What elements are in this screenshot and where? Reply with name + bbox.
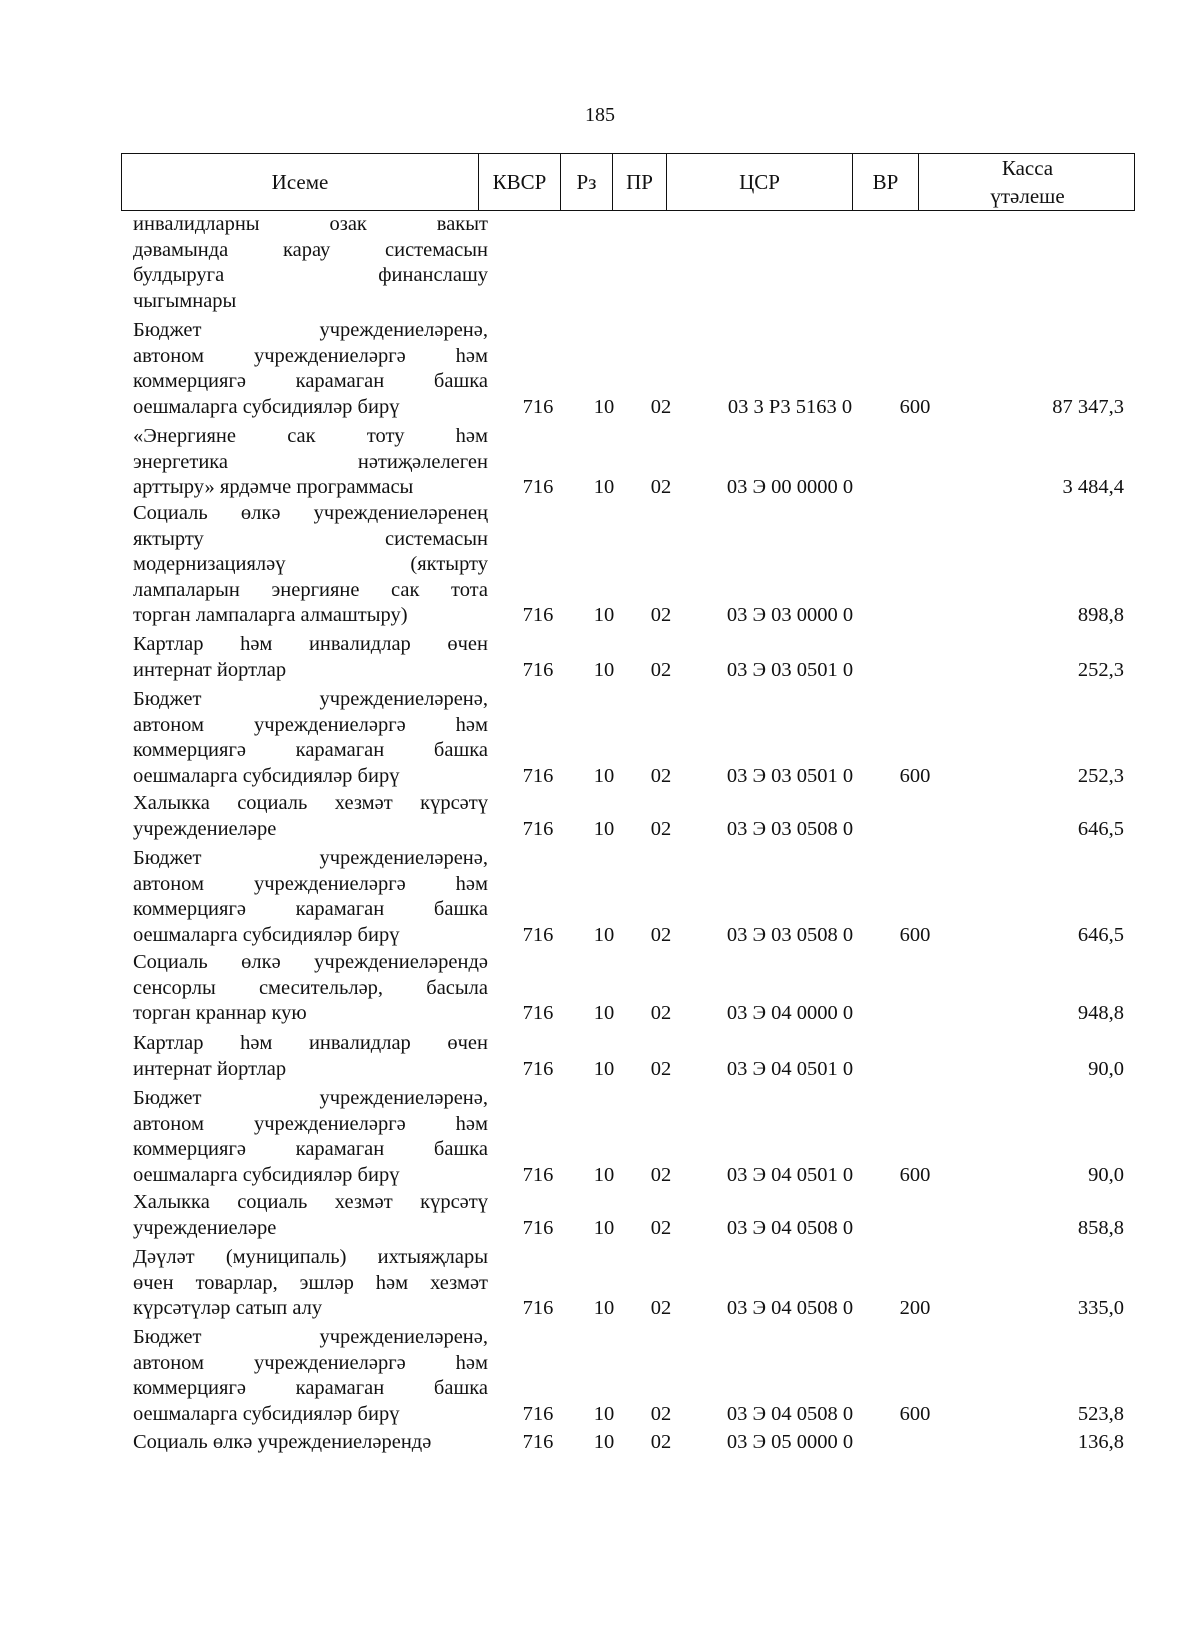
- name-line: торган краннар кую: [133, 1002, 307, 1024]
- rz-cell: 10: [593, 764, 615, 787]
- pr-cell: 02: [650, 764, 672, 787]
- name-cell: [133, 212, 488, 314]
- name-line: оешмаларга субсидияләр бирү: [133, 764, 400, 787]
- rz-cell: 10: [593, 1002, 615, 1024]
- pr-cell: 02: [650, 1057, 672, 1080]
- name-line: автоном учреждениеләргә һәм: [133, 1351, 488, 1374]
- csr-cell: 03 Э 04 0508 0: [726, 1297, 854, 1319]
- vr-cell: 600: [899, 923, 931, 946]
- csr-cell: 03 Э 03 0501 0: [726, 658, 854, 681]
- name-line: коммерциягә карамаган башка: [133, 1377, 488, 1399]
- csr-cell: 03 Э 04 0000 0: [726, 1002, 854, 1024]
- vr-cell: 600: [899, 764, 931, 787]
- kassa-cell: 252,3: [1077, 658, 1124, 681]
- csr-cell: 03 Э 03 0508 0: [726, 923, 854, 946]
- name-cell: [133, 424, 488, 501]
- pr-cell: 02: [650, 476, 672, 498]
- name-line: интернат йортлар: [133, 1057, 287, 1080]
- header-name: Исеме: [122, 154, 479, 210]
- rz-cell: 10: [593, 1163, 615, 1186]
- pr-cell: 02: [650, 658, 672, 681]
- kassa-cell: 523,8: [1077, 1402, 1124, 1425]
- name-line: энергетика нәтиҗәлелеген: [133, 450, 488, 473]
- page-number: 185: [585, 104, 615, 126]
- kvsr-cell: 716: [522, 1057, 554, 1080]
- name-line: Халыкка социаль хезмәт күрсәтү: [133, 1191, 488, 1213]
- kvsr-cell: 716: [522, 923, 554, 946]
- name-cell: [133, 1190, 488, 1241]
- kvsr-cell: 716: [522, 1402, 554, 1425]
- name-line: оешмаларга субсидияләр бирү: [133, 923, 400, 946]
- name-line: арттыру» ярдәмче программасы: [133, 476, 414, 498]
- rz-cell: 10: [593, 1402, 615, 1425]
- kassa-cell: 898,8: [1077, 604, 1124, 626]
- kvsr-cell: 716: [522, 1216, 554, 1239]
- name-line: өчен товарлар, эшләр һәм хезмәт: [133, 1271, 488, 1294]
- vr-cell: 600: [899, 1402, 931, 1425]
- name-line: учреждениеләре: [133, 817, 277, 840]
- kassa-cell: 858,8: [1077, 1216, 1124, 1239]
- kassa-cell: 252,3: [1077, 764, 1124, 787]
- rz-cell: 10: [593, 1431, 615, 1453]
- rz-cell: 10: [593, 817, 615, 840]
- kvsr-cell: 716: [522, 658, 554, 681]
- name-line: коммерциягә карамаган башка: [133, 1138, 488, 1160]
- kassa-cell: 90,0: [1088, 1163, 1124, 1186]
- name-cell: [133, 501, 488, 629]
- name-line: учреждениеләре: [133, 1216, 277, 1239]
- csr-cell: 03 Э 04 0508 0: [726, 1402, 854, 1425]
- name-line: Бюджет учреждениеләренә,: [133, 1087, 488, 1109]
- kassa-cell: 948,8: [1077, 1002, 1124, 1024]
- name-cell: [133, 846, 488, 948]
- rz-cell: 10: [593, 395, 615, 418]
- pr-cell: 02: [650, 1402, 672, 1425]
- name-line: булдыруга финанслашу: [133, 264, 488, 286]
- csr-cell: 03 Э 04 0508 0: [726, 1216, 854, 1239]
- name-line: коммерциягә карамаган башка: [133, 739, 488, 761]
- pr-cell: 02: [650, 1431, 672, 1453]
- rz-cell: 10: [593, 1057, 615, 1080]
- pr-cell: 02: [650, 923, 672, 946]
- rz-cell: 10: [593, 923, 615, 946]
- name-cell: [133, 687, 488, 789]
- name-cell: [133, 1430, 488, 1456]
- name-line: коммерциягә карамаган башка: [133, 898, 488, 920]
- name-cell: [133, 1245, 488, 1322]
- name-line: автоном учреждениеләргә һәм: [133, 713, 488, 736]
- name-line: инвалидларны озак вакыт: [133, 213, 488, 235]
- table-header: [121, 153, 1135, 211]
- kvsr-cell: 716: [522, 1297, 554, 1319]
- kvsr-cell: 716: [522, 604, 554, 626]
- name-line: сенсорлы смесительләр, басыла: [133, 976, 488, 999]
- name-line: яктырту системасын: [133, 527, 488, 550]
- csr-cell: 03 Э 05 0000 0: [726, 1431, 854, 1453]
- pr-cell: 02: [650, 1002, 672, 1024]
- rz-cell: 10: [593, 604, 615, 626]
- pr-cell: 02: [650, 817, 672, 840]
- kassa-cell: 646,5: [1077, 817, 1124, 840]
- name-line: Дәүләт (муниципаль) ихтыяҗлары: [133, 1246, 488, 1268]
- pr-cell: 02: [650, 604, 672, 626]
- kvsr-cell: 716: [522, 476, 554, 498]
- kassa-cell: 335,0: [1077, 1297, 1124, 1319]
- name-line: торган лампаларга алмаштыру): [133, 604, 408, 626]
- name-cell: [133, 791, 488, 842]
- pr-cell: 02: [650, 1216, 672, 1239]
- kvsr-cell: 716: [522, 1163, 554, 1186]
- name-line: Бюджет учреждениеләренә,: [133, 1326, 488, 1348]
- name-line: оешмаларга субсидияләр бирү: [133, 1163, 400, 1186]
- name-line: Бюджет учреждениеләренә,: [133, 688, 488, 710]
- csr-cell: 03 Э 03 0501 0: [726, 764, 854, 787]
- name-line: лампаларын энергияне сак тота: [133, 578, 488, 601]
- name-line: модернизацияләү (яктырту: [133, 553, 488, 575]
- name-line: Бюджет учреждениеләренә,: [133, 319, 488, 341]
- name-cell: [133, 318, 488, 420]
- csr-cell: 03 Э 04 0501 0: [726, 1057, 854, 1080]
- kvsr-cell: 716: [522, 1002, 554, 1024]
- name-line: «Энергияне сак тоту һәм: [133, 425, 488, 447]
- name-cell: [133, 1325, 488, 1427]
- rz-cell: 10: [593, 1297, 615, 1319]
- name-cell: [133, 1086, 488, 1188]
- name-line: күрсәтүләр сатып алу: [133, 1297, 323, 1319]
- vr-cell: 200: [899, 1297, 931, 1319]
- name-line: Картлар һәм инвалидлар өчен: [133, 633, 488, 655]
- csr-cell: 03 Э 04 0501 0: [726, 1163, 854, 1186]
- pr-cell: 02: [650, 1297, 672, 1319]
- name-line: Бюджет учреждениеләренә,: [133, 847, 488, 869]
- pr-cell: 02: [650, 395, 672, 418]
- header-vr: ВР: [853, 154, 919, 210]
- name-line: Картлар һәм инвалидлар өчен: [133, 1032, 488, 1054]
- name-line: автоном учреждениеләргә һәм: [133, 872, 488, 895]
- pr-cell: 02: [650, 1163, 672, 1186]
- name-line: оешмаларга субсидияләр бирү: [133, 1402, 400, 1425]
- header-csr: ЦСР: [667, 154, 853, 210]
- name-line: Социаль өлкә учреждениеләрендә: [133, 951, 488, 973]
- header-kassa: Касса үтәлеше: [990, 155, 1065, 208]
- name-line: коммерциягә карамаган башка: [133, 370, 488, 392]
- rz-cell: 10: [593, 476, 615, 498]
- rz-cell: 10: [593, 658, 615, 681]
- header-pr: ПР: [613, 154, 667, 210]
- kvsr-cell: 716: [522, 395, 554, 418]
- name-cell: [133, 1031, 488, 1082]
- name-cell: [133, 950, 488, 1027]
- kassa-cell: 3 484,4: [1062, 476, 1124, 498]
- header-rz: Рз: [561, 154, 613, 210]
- name-line: Халыкка социаль хезмәт күрсәтү: [133, 792, 488, 814]
- vr-cell: 600: [899, 1163, 931, 1186]
- kassa-cell: 90,0: [1088, 1057, 1124, 1080]
- csr-cell: 03 Э 03 0000 0: [726, 604, 854, 626]
- kassa-cell: 136,8: [1077, 1431, 1124, 1453]
- csr-cell: 03 Э 00 0000 0: [726, 476, 854, 498]
- name-line: интернат йортлар: [133, 658, 287, 681]
- csr-cell: 03 3 Р3 5163 0: [727, 395, 853, 418]
- name-line: Социаль өлкә учреждениеләренең: [133, 502, 488, 524]
- rz-cell: 10: [593, 1216, 615, 1239]
- name-line: Социаль өлкә учреждениеләрендә: [133, 1431, 432, 1453]
- header-kvsr: КВСР: [479, 154, 561, 210]
- name-line: дәвамында карау системасын: [133, 238, 488, 261]
- kassa-cell: 87 347,3: [1052, 395, 1124, 418]
- kassa-cell: 646,5: [1077, 923, 1124, 946]
- csr-cell: 03 Э 03 0508 0: [726, 817, 854, 840]
- name-cell: [133, 632, 488, 683]
- vr-cell: 600: [899, 395, 931, 418]
- kvsr-cell: 716: [522, 1431, 554, 1453]
- kvsr-cell: 716: [522, 764, 554, 787]
- name-line: чыгымнары: [133, 289, 237, 312]
- name-line: оешмаларга субсидияләр бирү: [133, 395, 400, 418]
- name-line: автоном учреждениеләргә һәм: [133, 344, 488, 367]
- name-line: автоном учреждениеләргә һәм: [133, 1112, 488, 1135]
- kvsr-cell: 716: [522, 817, 554, 840]
